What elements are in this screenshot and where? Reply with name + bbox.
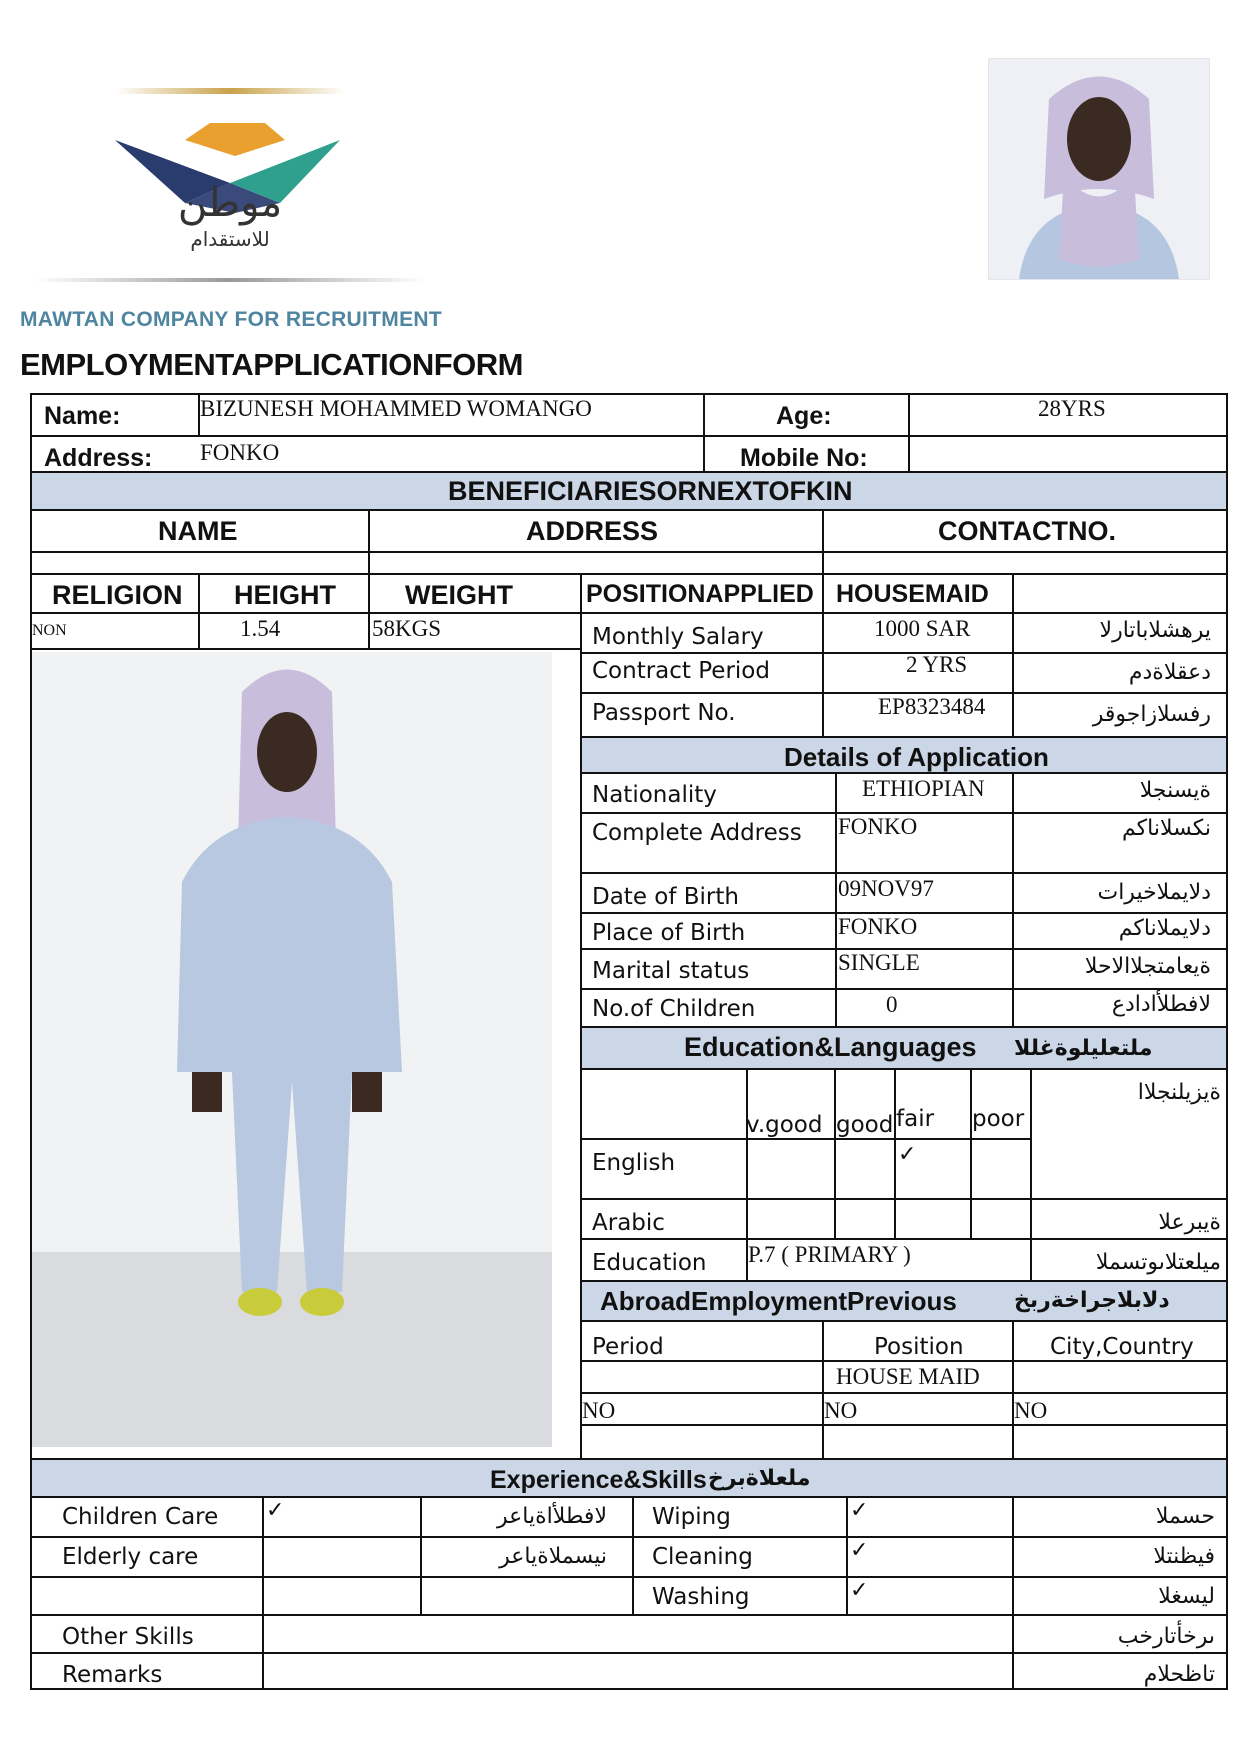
religion-value: NON — [32, 622, 67, 639]
skill-right-check: ✓ — [850, 1498, 869, 1523]
detail-label: Complete Address — [592, 820, 802, 846]
skill-right-ar: ليسغلا — [1158, 1584, 1215, 1609]
abroad-title: AbroadEmploymentPrevious — [600, 1286, 957, 1316]
abroad-position: NO — [824, 1398, 858, 1423]
position-applied-value: HOUSEMAID — [836, 580, 989, 608]
salary-label: Monthly Salary — [592, 624, 764, 650]
education-title-ar: ملتعليلوةغللا — [1014, 1036, 1153, 1061]
remarks-ar: تاظحلام — [1143, 1662, 1215, 1687]
abroad-city: NO — [1014, 1398, 1048, 1423]
name-label: Name: — [44, 402, 121, 430]
company-logo — [35, 88, 425, 288]
remarks-label: Remarks — [62, 1662, 163, 1688]
height-label: HEIGHT — [234, 580, 337, 610]
weight-label: WEIGHT — [405, 580, 513, 610]
religion-label: RELIGION — [52, 580, 183, 610]
detail-arabic: دلايملاناكم — [1118, 916, 1211, 941]
address-label: Address: — [44, 444, 153, 472]
detail-arabic: دلايملاخيرات — [1097, 880, 1211, 905]
skill-right-ar: فيظنتلا — [1153, 1544, 1215, 1569]
skills-title-ar: ملعلاةبرخ — [708, 1466, 811, 1491]
applicant-full-body-photo — [32, 652, 552, 1447]
form-title: EMPLOYMENTAPPLICATIONFORM — [20, 347, 523, 382]
skill-left-label: Children Care — [62, 1504, 219, 1530]
passport-label: Passport No. — [592, 700, 736, 726]
salary-value: 1000 SAR — [874, 616, 971, 641]
education-title: Education&Languages — [684, 1032, 977, 1062]
position-value: HOUSE MAID — [836, 1364, 980, 1389]
education-ar: ميلعتلاىوتسملا — [1095, 1250, 1221, 1275]
detail-arabic: لافطلأادادع — [1111, 992, 1211, 1017]
abroad-title-ar: دلابلاجراخةربخ — [1014, 1288, 1170, 1313]
contract-period-label: Contract Period — [592, 658, 770, 684]
passport-ar: رفسلازاجوقر — [1092, 702, 1211, 727]
salary-ar: يرهشلاباتارلا — [1099, 618, 1211, 643]
skill-right-check: ✓ — [850, 1578, 869, 1603]
height-value: 1.54 — [240, 616, 281, 641]
position-applied-label: POSITIONAPPLIED — [586, 580, 814, 608]
skill-left-label: Elderly care — [62, 1544, 199, 1570]
skills-title: Experience&Skills — [490, 1466, 707, 1494]
other-skills-label: Other Skills — [62, 1624, 194, 1650]
detail-label: Date of Birth — [592, 884, 739, 910]
age-label: Age: — [776, 402, 832, 430]
col-city: City,Country — [1050, 1334, 1194, 1360]
detail-value: FONKO — [838, 814, 918, 839]
beneficiaries-title: BENEFICIARIESORNEXTOFKIN — [448, 476, 853, 506]
detail-value: SINGLE — [838, 950, 920, 975]
skill-left-check: ✓ — [266, 1498, 285, 1523]
english-fair-check: ✓ — [898, 1142, 917, 1167]
detail-value: 09NOV97 — [838, 876, 934, 901]
detail-value: 0 — [886, 992, 898, 1017]
contract-period-value: 2 YRS — [906, 652, 968, 677]
col-position: Position — [874, 1334, 964, 1360]
arabic-ar: ةيبرعلا — [1158, 1210, 1221, 1235]
col-fair: fair — [896, 1106, 935, 1132]
detail-label: Marital status — [592, 958, 750, 984]
detail-arabic: ةيسنجلا — [1139, 778, 1211, 803]
passport-value: EP8323484 — [878, 694, 986, 719]
logo-arabic-sub: للاستقدام — [190, 227, 270, 251]
education-value: P.7 ( PRIMARY ) — [748, 1242, 911, 1267]
english-label: English — [592, 1150, 676, 1176]
english-ar: ةيزيلنجلاا — [1137, 1080, 1221, 1105]
col-vgood: v.good — [746, 1112, 823, 1138]
col-address: ADDRESS — [526, 516, 659, 546]
skill-right-check: ✓ — [850, 1538, 869, 1563]
skill-right-label: Washing — [652, 1584, 750, 1610]
skill-right-label: Cleaning — [652, 1544, 753, 1570]
col-good: good — [836, 1112, 894, 1138]
other-skills-ar: ىرخأتارخب — [1117, 1624, 1215, 1649]
arabic-label: Arabic — [592, 1210, 665, 1236]
detail-value: ETHIOPIAN — [862, 776, 985, 801]
skill-left-ar: نيسملاةياعر — [499, 1544, 607, 1569]
details-title: Details of Application — [784, 742, 1049, 772]
mobile-label: Mobile No: — [740, 444, 868, 472]
detail-label: No.of Children — [592, 996, 756, 1022]
skill-right-label: Wiping — [652, 1504, 731, 1530]
education-label: Education — [592, 1250, 707, 1276]
skill-right-ar: حسملا — [1155, 1504, 1215, 1529]
logo-arabic-name: موطن — [177, 180, 283, 226]
detail-arabic: ةيعامتجلاالاحلا — [1084, 954, 1211, 979]
company-name: MAWTAN COMPANY FOR RECRUITMENT — [20, 308, 442, 331]
address-value: FONKO — [200, 440, 280, 465]
detail-label: Place of Birth — [592, 920, 746, 946]
detail-label: Nationality — [592, 782, 717, 808]
col-poor: poor — [972, 1106, 1025, 1132]
weight-value: 58KGS — [372, 616, 442, 641]
detail-arabic: نكسلاناكم — [1122, 816, 1211, 841]
col-name: NAME — [158, 516, 238, 546]
detail-value: FONKO — [838, 914, 918, 939]
skill-left-ar: لافطلأاةياعر — [497, 1504, 607, 1529]
col-contact: CONTACTNO. — [938, 516, 1116, 546]
col-period: Period — [592, 1334, 664, 1360]
applicant-portrait-photo — [988, 58, 1210, 280]
contract-period-ar: دعقلاةدم — [1128, 660, 1211, 685]
name-value: BIZUNESH MOHAMMED WOMANGO — [200, 396, 592, 421]
age-value: 28YRS — [1038, 396, 1106, 421]
abroad-period: NO — [582, 1398, 616, 1423]
